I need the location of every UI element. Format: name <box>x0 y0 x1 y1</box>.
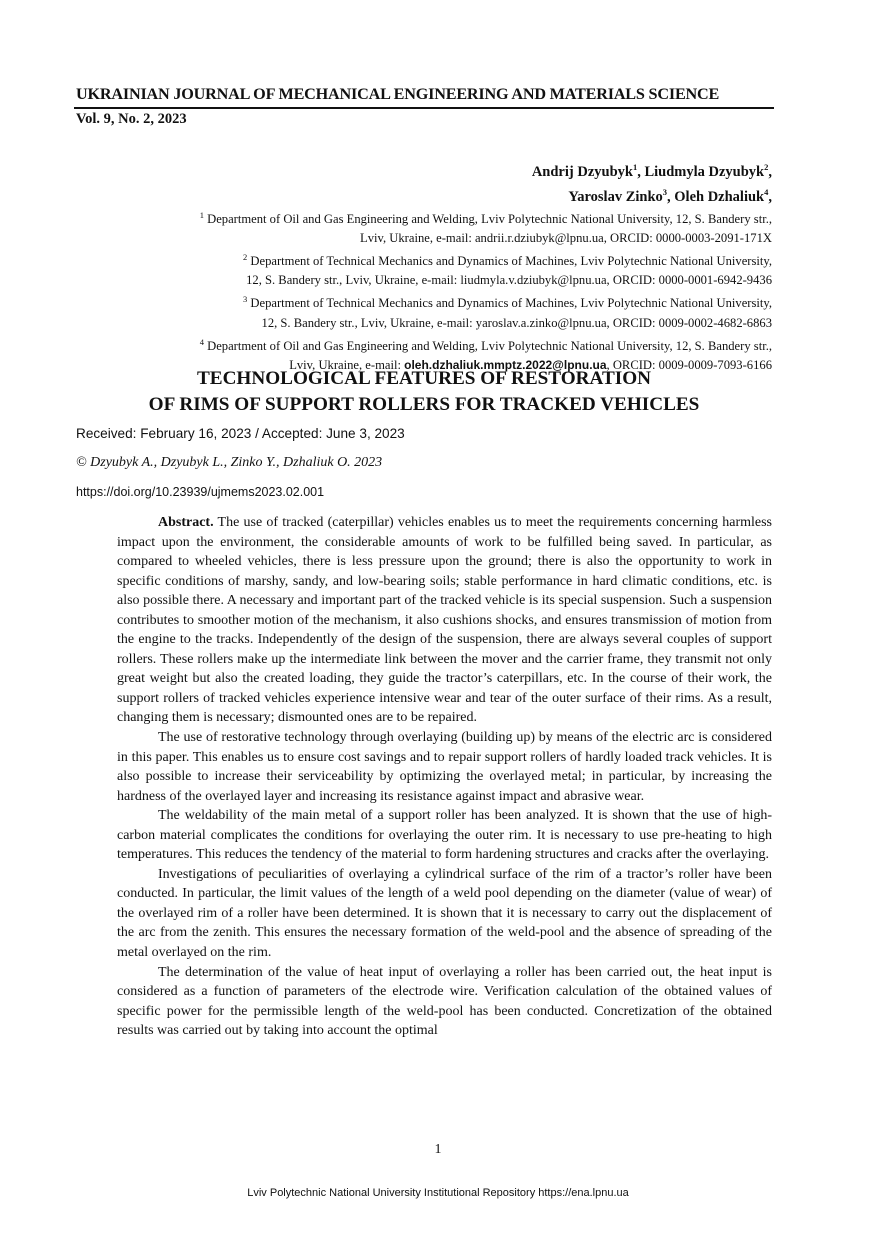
email-link[interactable]: oleh.dzhaliuk.mmptz.2022@lpnu.ua <box>404 357 607 372</box>
copyright-notice: © Dzyubyk A., Dzyubyk L., Zinko Y., Dzhaliuk O. 2023 <box>76 455 383 470</box>
page-number: 1 <box>434 1142 442 1157</box>
received-accepted-dates: Received: February 16, 2023 / Accepted: June 3, 2023 <box>76 426 405 441</box>
abstract-paragraph: The use of restorative technology through overlaying (building up) by means of the electric arc is considered in this paper. This enables us to ensure cost savings and to repair support rollers of hardly loaded track vehicles. It is also possible to increase their serviceability by optimizing the overlayed metal; in particular, by increasing the hardness of the overlayed layer and increasing its resistance against impact and abrasive wear. <box>117 730 772 804</box>
affiliation-line: Lviv, Ukraine, e-mail: andrii.r.dziubyk@lpnu.ua, ORCID: 0000-0003-2091-171X <box>360 231 772 246</box>
affiliation-number: 3 <box>242 294 248 305</box>
affiliation-line: $^4$ Department of Oil and Gas Engineering and Welding, Lviv Polytechnic National University, 12, S. Bandery str., <box>199 336 772 353</box>
affiliation-number: 4 <box>199 336 204 347</box>
repository-footer: Lviv Polytechnic National University Institutional Repository https://ena.lpnu.ua <box>247 1187 629 1199</box>
affiliation-number: 2 <box>242 252 248 263</box>
author-name: Oleh Dzhaliuk <box>674 188 765 205</box>
affiliation-line: 12, S. Bandery str., Lviv, Ukraine, e-mail: liudmyla.v.dziubyk@lpnu.ua, ORCID: 0000-0001-6942-9436 <box>246 273 772 288</box>
abstract <box>117 513 772 1041</box>
journal-title: UKRAINIAN JOURNAL OF MECHANICAL ENGINEERING AND MATERIALS SCIENCE <box>76 85 720 103</box>
abstract-paragraph: The weldability of the main metal of a support roller has been analyzed. It is shown that the use of high-carbon material complicates the conditions for overlaying the outer rim. It is necessary to use pre-heating to high temperatures. This reduces the tendency of the material to form hardening structures and cracks after the overlaying. <box>117 808 772 863</box>
volume-info: Vol. 9, No. 2, 2023 <box>76 111 187 127</box>
author-line-2: Yaroslav Zinko$^3$, Oleh Dzhaliuk$^4$, <box>568 186 772 205</box>
author-name: Andrij Dzyubyk <box>531 163 633 180</box>
author-line-1: Andrij Dzyubyk$^1$, Liudmyla Dzyubyk$^2$, <box>531 162 772 180</box>
author-name: Liudmyla Dzyubyk <box>644 163 765 180</box>
abstract-paragraph: Investigations of peculiarities of overlaying a cylindrical surface of the rim of a tractor’s roller have been conducted. In particular, the limit values of the length of a weld pool depending on the diameter (value of wear) of the overlayed rim of a roller have been determined. It is shown that it is necessary to carry out the displacement of the arc from the zenith. This ensures the necessary formation of the weld-pool and the absence of spreading of the metal overlayed on the rim. <box>117 866 772 961</box>
affiliation-line: Lviv, Ukraine, e-mail: oleh.dzhaliuk.mmptz.2022@lpnu.ua, ORCID: 0009-0009-7093-6166 <box>289 357 772 372</box>
affiliation-line: 12, S. Bandery str., Lviv, Ukraine, e-mail: yaroslav.a.zinko@lpnu.ua, ORCID: 0009-0002-4682-6863 <box>261 315 772 330</box>
author-name: Yaroslav Zinko <box>568 188 663 205</box>
abstract-label: Abstract. <box>158 515 214 530</box>
abstract-paragraph: Abstract. The use of tracked (caterpillar) vehicles enables us to meet the requirements concerning harmless impact upon the environment, the considerable amounts of work to be fulfilled being saved. In particular, as compared to wheeled vehicles, there is less pressure upon the ground; there is also the opportunity to work in specific conditions of marshy, sandy, and low-bearing soils; stable performance in hard climatic conditions, etc. is also possible there. A necessary and important part of the tracked vehicle is its special suspension. Such a suspension contributes to smoother motion of the mechanism, it also cushions shocks, and ensures transmission of motion from the engine to the tracks. Independently of the design of the suspension, there are always several couples of support rollers. These rollers make up the intermediate link between the mover and the carrier frame, they transmit not only great weight but also the created loading, they guide the tractor’s caterpillars, etc. In the course of their work, the support rollers of tracked vehicles experience intensive wear and tear of the outer surface of their rims. As a result, changing them is necessary; dismounted ones are to be repaired. <box>117 515 772 726</box>
affiliations <box>200 206 772 375</box>
header-divider <box>74 107 774 109</box>
abstract-paragraph: The determination of the value of heat input of overlaying a roller has been carried out, the heat input is considered as a function of parameters of the electrode wire. Verification calculation of the obtained values of specific power for the permissible length of the weld-pool has been conducted. Concretization of the obtained results was carried out by taking into account the optimal <box>117 964 772 1039</box>
affiliation-line: $^1$ Department of Oil and Gas Engineering and Welding, Lviv Polytechnic National University, 12, S. Bandery str., <box>199 210 772 227</box>
doi-link[interactable]: https://doi.org/10.23939/ujmems2023.02.001 <box>76 485 325 499</box>
affiliation-line: $^3$ Department of Technical Mechanics and Dynamics of Machines, Lviv Polytechnic National University, <box>242 294 772 311</box>
author-list <box>532 157 772 207</box>
affiliation-number: 1 <box>199 210 204 220</box>
affiliation-line: $^2$ Department of Technical Mechanics and Dynamics of Machines, Lviv Polytechnic National University, <box>242 252 772 269</box>
paper-title: TECHNOLOGICAL FEATURES OF RESTORATION OF RIMS OF SUPPORT ROLLERS FOR TRACKED VEHICLES <box>148 368 700 415</box>
